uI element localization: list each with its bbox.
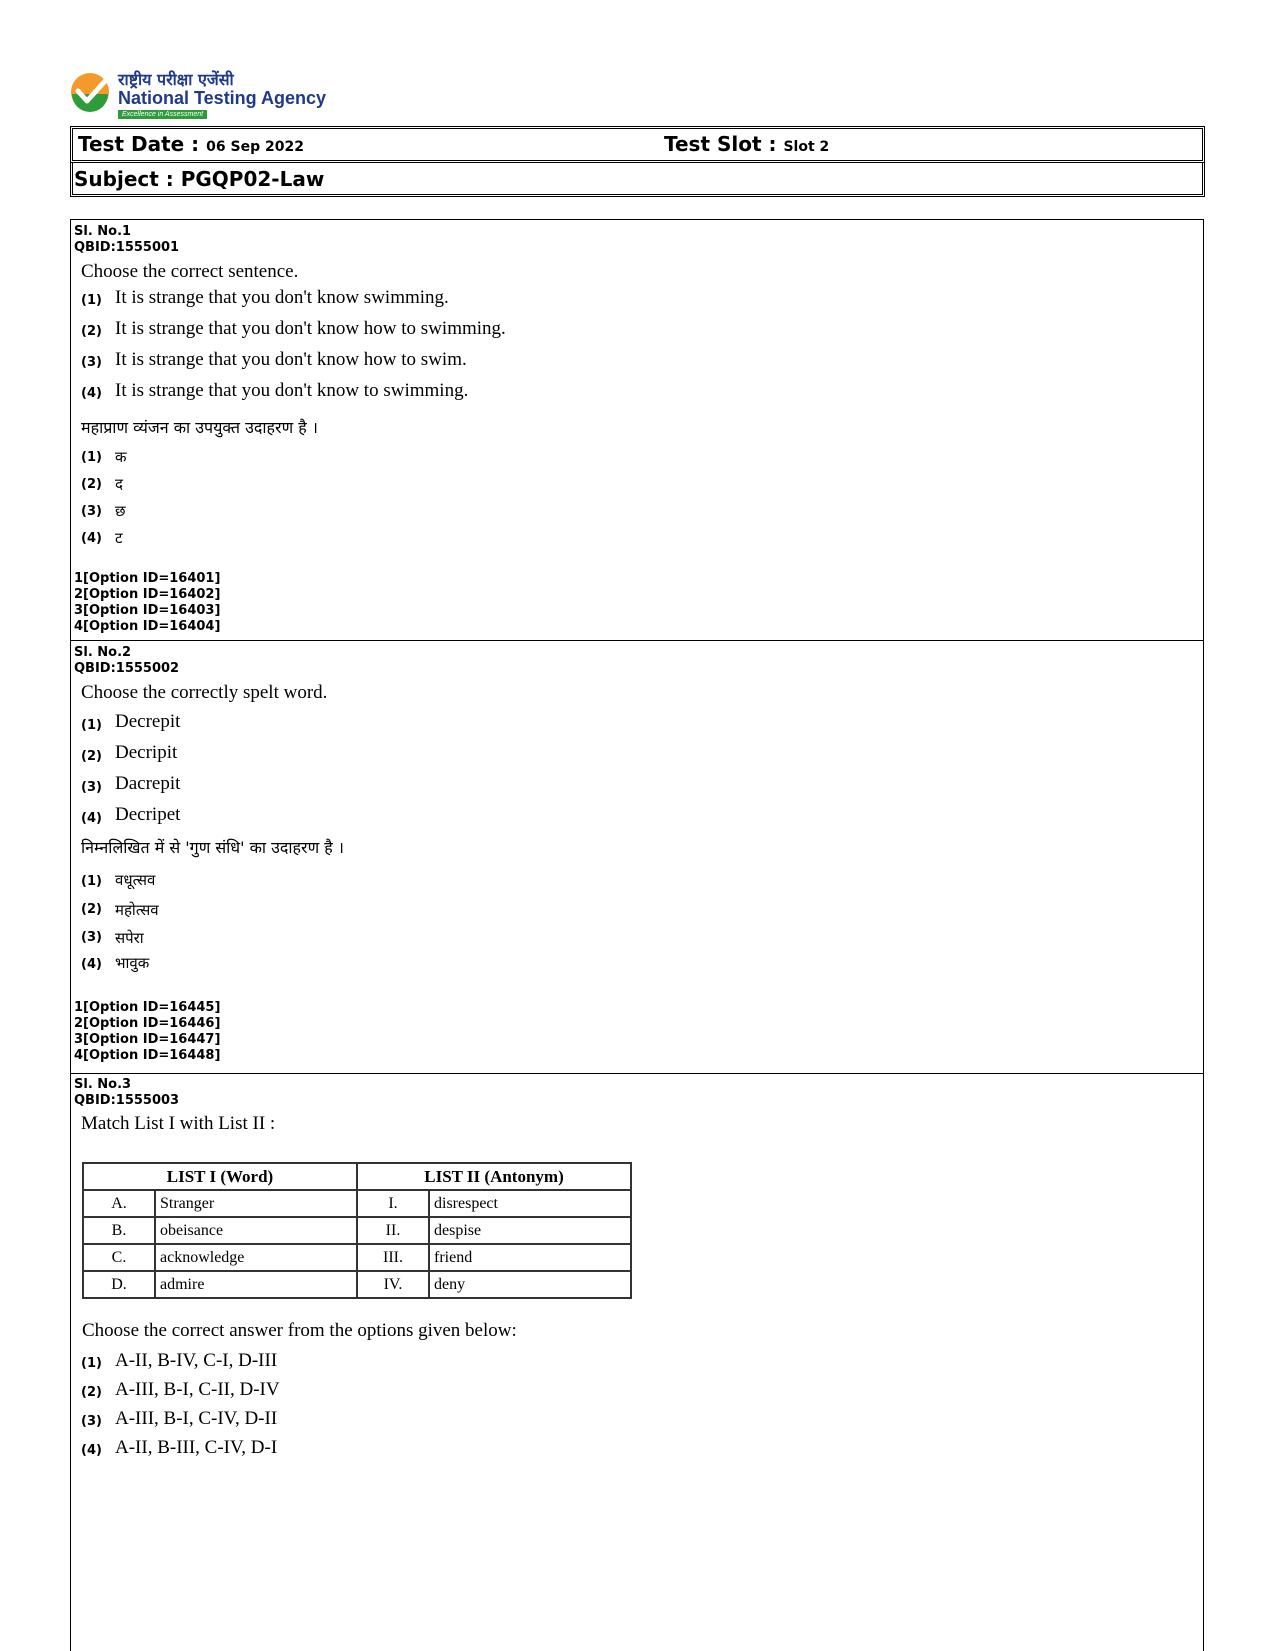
option-number: (4) — [81, 386, 102, 401]
hindi-question-stem: निम्नलिखित में से 'गुण संधि' का उदाहरण है । — [81, 838, 344, 857]
option-number: (1) — [81, 293, 102, 308]
list-2-key: I. — [357, 1190, 429, 1217]
option-number: (2) — [81, 324, 102, 339]
list-2-antonym: friend — [429, 1244, 631, 1271]
list-1-key: A. — [83, 1190, 155, 1217]
option-text: Decripit — [115, 742, 178, 763]
list-2-antonym: disrespect — [429, 1190, 631, 1217]
option-number: (2) — [81, 902, 102, 917]
option-id: 4[Option ID=16404] — [74, 619, 221, 634]
list-2-key: II. — [357, 1217, 429, 1244]
option-text: A-III, B-I, C-IV, D-II — [115, 1408, 278, 1429]
option-id: 4[Option ID=16448] — [74, 1048, 221, 1063]
instruction-text: Choose the correct answer from the options given below: — [82, 1320, 517, 1341]
match-list-table — [82, 1162, 632, 1299]
list-2-antonym: deny — [429, 1271, 631, 1298]
serial-number: Sl. No.3 — [74, 1077, 132, 1092]
option-text: It is strange that you don't know to swimming. — [115, 380, 469, 401]
test-date-value: 06 Sep 2022 — [206, 139, 304, 155]
option-number: (1) — [81, 450, 102, 465]
list-2-antonym: despise — [429, 1217, 631, 1244]
option-text: A-II, B-IV, C-I, D-III — [115, 1350, 278, 1371]
test-date-label: Test Date : — [78, 132, 200, 156]
option-number: (3) — [81, 1414, 102, 1429]
logo-english-text: National Testing Agency — [118, 88, 327, 108]
logo-tagline: Excellence in Assessment — [118, 110, 207, 119]
nta-logo-icon — [70, 72, 110, 112]
list-2-header: LIST II (Antonym) — [357, 1163, 631, 1190]
option-text: It is strange that you don't know swimming. — [115, 287, 449, 308]
option-number: (3) — [81, 355, 102, 370]
list-2-key: III. — [357, 1244, 429, 1271]
option-text: Dacrepit — [115, 773, 181, 794]
qbid: QBID:1555001 — [74, 240, 180, 255]
option-id: 1[Option ID=16445] — [74, 1000, 221, 1015]
subject-label: Subject : — [74, 167, 174, 191]
option-number: (1) — [81, 718, 102, 733]
question-divider — [70, 1073, 1204, 1074]
list-1-word: acknowledge — [155, 1244, 357, 1271]
hindi-question-stem: महाप्राण व्यंजन का उपयुक्त उदाहरण है । — [81, 418, 318, 437]
table-row — [83, 1271, 631, 1298]
serial-number: Sl. No.1 — [74, 224, 132, 239]
hindi-option-text: ट — [115, 529, 123, 547]
subject-value: PGQP02-Law — [180, 167, 325, 191]
option-number: (2) — [81, 1385, 102, 1400]
hindi-option-text: क — [115, 448, 127, 466]
list-1-key: D. — [83, 1271, 155, 1298]
serial-number: Sl. No.2 — [74, 645, 132, 660]
table-row — [83, 1244, 631, 1271]
option-id: 1[Option ID=16401] — [74, 571, 221, 586]
hindi-option-text: छ — [115, 502, 126, 520]
option-text: A-II, B-III, C-IV, D-I — [115, 1437, 278, 1458]
table-header-row — [83, 1163, 631, 1190]
test-slot-value: Slot 2 — [783, 139, 830, 155]
question-stem: Match List I with List II : — [81, 1113, 276, 1134]
table-row — [83, 1190, 631, 1217]
option-text: It is strange that you don't know how to swim. — [115, 349, 467, 370]
qbid: QBID:1555002 — [74, 661, 180, 676]
logo-hindi-text: राष्ट्रीय परीक्षा एजेंसी — [118, 70, 234, 89]
table-row — [83, 1217, 631, 1244]
test-slot-label: Test Slot : — [664, 132, 777, 156]
option-id: 3[Option ID=16447] — [74, 1032, 221, 1047]
qbid: QBID:1555003 — [74, 1093, 180, 1108]
question-stem: Choose the correct sentence. — [81, 261, 299, 282]
option-number: (4) — [81, 1443, 102, 1458]
list-1-word: Stranger — [155, 1190, 357, 1217]
list-1-word: admire — [155, 1271, 357, 1298]
test-date — [78, 132, 304, 156]
option-id: 2[Option ID=16402] — [74, 587, 221, 602]
list-1-header: LIST I (Word) — [83, 1163, 357, 1190]
option-id: 2[Option ID=16446] — [74, 1016, 221, 1031]
option-text: Decripet — [115, 804, 181, 825]
hindi-option-text: द — [115, 475, 123, 493]
option-id: 3[Option ID=16403] — [74, 603, 221, 618]
option-number: (2) — [81, 749, 102, 764]
option-number: (4) — [81, 957, 102, 972]
question-divider — [70, 640, 1204, 641]
option-number: (4) — [81, 531, 102, 546]
list-1-key: B. — [83, 1217, 155, 1244]
hindi-option-text: सपेरा — [115, 929, 144, 947]
option-number: (3) — [81, 504, 102, 519]
option-number: (1) — [81, 1356, 102, 1371]
option-text: A-III, B-I, C-II, D-IV — [115, 1379, 280, 1400]
test-slot — [664, 132, 829, 156]
option-text: It is strange that you don't know how to swimming. — [115, 318, 506, 339]
option-number: (2) — [81, 477, 102, 492]
subject — [74, 167, 324, 191]
option-text: Decrepit — [115, 711, 181, 732]
list-1-word: obeisance — [155, 1217, 357, 1244]
hindi-option-text: वधूत्सव — [115, 871, 156, 889]
option-number: (1) — [81, 874, 102, 889]
option-number: (3) — [81, 930, 102, 945]
list-2-key: IV. — [357, 1271, 429, 1298]
frame-top-divider — [70, 219, 1204, 220]
hindi-option-text: महोत्सव — [115, 901, 159, 919]
question-stem: Choose the correctly spelt word. — [81, 682, 328, 703]
option-number: (3) — [81, 780, 102, 795]
list-1-key: C. — [83, 1244, 155, 1271]
hindi-option-text: भावुक — [115, 954, 150, 972]
option-number: (4) — [81, 811, 102, 826]
